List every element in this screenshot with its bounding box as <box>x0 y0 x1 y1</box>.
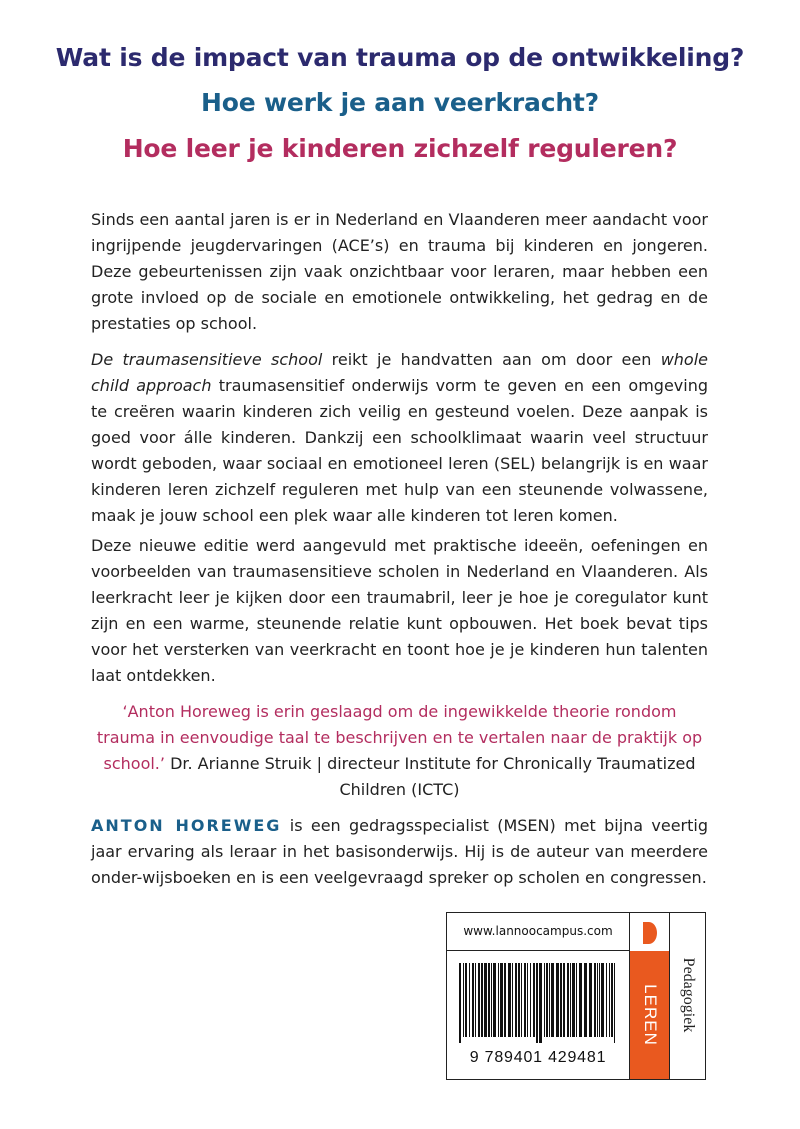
barcode-bar <box>551 963 554 1037</box>
publisher-website: www.lannoocampus.com <box>463 924 613 938</box>
barcode-bar <box>481 963 483 1037</box>
barcode-bar <box>567 963 569 1037</box>
barcode-bar <box>589 963 592 1037</box>
barcode-bar <box>465 963 467 1037</box>
barcode-bar <box>599 963 600 1037</box>
paragraph-approach-part1: reikt je handvatten aan om door een <box>322 350 661 369</box>
barcode-bar <box>459 963 461 1043</box>
barcode-bar <box>491 963 492 1037</box>
barcode-bar <box>500 963 503 1037</box>
quote-text: ‘Anton Horeweg is erin geslaagd om de ingewikkelde theorie rondom trauma in eenvoudige taal te beschrijven en te vertalen naar de praktijk op school.’ <box>96 702 703 773</box>
barcode-bar <box>601 963 604 1037</box>
barcode-bar <box>472 963 474 1037</box>
barcode-bar <box>563 963 565 1037</box>
paragraph-approach-part2: traumasensitief onderwijs vorm te geven en een omgeving te creëren waarin kinderen zich veilig en gesteund voelen. Deze aanpak is goed voor álle kinderen. Dankzij een schoolklimaat waarin veel structuur wordt geboden, waar sociaal en emotioneel leren (SEL) belangrijk is en waar kinderen leren zichzelf reguleren met hulp van een steunende volwassene, maak je jouw school een plek waar alle kinderen tot leren komen. <box>91 376 709 525</box>
barcode-bar <box>560 963 562 1037</box>
barcode-bar <box>463 963 464 1037</box>
barcode-bar <box>533 963 535 1037</box>
endorsement-quote <box>91 699 708 803</box>
heading-resilience: Hoe werk je aan veerkracht? <box>201 88 599 117</box>
barcode-bar <box>475 963 476 1037</box>
barcode-bar <box>570 963 571 1037</box>
publisher-info-box <box>446 912 706 1080</box>
barcode-bar <box>556 963 559 1037</box>
publisher-logo-icon <box>641 922 657 949</box>
series-label: LEREN <box>640 984 660 1046</box>
barcode-bar <box>579 963 582 1037</box>
book-title: De traumasensitieve school <box>91 350 323 369</box>
barcode-bar <box>539 963 542 1043</box>
barcode-bar <box>508 963 511 1037</box>
barcode-bar <box>518 963 520 1037</box>
barcode-bar <box>478 963 480 1037</box>
series-band <box>630 951 669 1079</box>
category-label: Pedagogiek <box>680 957 697 1033</box>
barcode-bar <box>536 963 538 1043</box>
whole-child-term: whole child approach <box>91 350 709 395</box>
barcode-bar <box>549 963 550 1037</box>
paragraph-approach <box>91 347 708 529</box>
box-divider <box>669 913 670 1079</box>
isbn-number: 9 789401 429481 <box>469 1049 607 1066</box>
barcode-bar <box>609 963 610 1037</box>
barcode-bar <box>544 963 545 1037</box>
author-bio <box>91 813 708 891</box>
barcode-bar <box>530 963 531 1037</box>
website-area <box>447 913 629 951</box>
barcode-bar <box>524 963 526 1037</box>
barcode-bar <box>527 963 528 1037</box>
barcode-bar <box>504 963 506 1037</box>
barcode-bar <box>611 963 613 1037</box>
barcode-bar <box>606 963 607 1037</box>
barcode-bar <box>594 963 596 1037</box>
barcode-bar <box>521 963 522 1037</box>
quote-attribution: Dr. Arianne Struik | directeur Institute for Chronically Traumatized Children (ICTC) <box>170 754 696 799</box>
paragraph-new-edition: Deze nieuwe editie werd aangevuld met praktische ideeën, oefeningen en voorbeelden van traumasensitieve scholen in Nederland en Vlaanderen. Als leerkracht leer je kijken door een traumabril, leer je hoe je coregulator kunt zijn en een warme, steunende relatie kunt opbouwen. Het boek bevat tips voor het versterken van veerkracht en toont hoe je je kinderen hun talenten laat ontdekken. <box>91 536 708 685</box>
heading-trauma-impact: Wat is de impact van trauma op de ontwikkeling? <box>55 43 745 72</box>
paragraph-intro: Sinds een aantal jaren is er in Nederland en Vlaanderen meer aandacht voor ingrijpende jeugdervaringen (ACE’s) en trauma bij kinderen en jongeren. Deze gebeurtenissen zijn vaak onzichtbaar voor leraren, maar hebben een grote invloed op de sociale en emotionele ontwikkeling, het gedrag en de prestaties op school. <box>91 210 708 333</box>
barcode-bar <box>498 963 499 1037</box>
barcode-bar <box>469 963 470 1037</box>
heading-self-regulation: Hoe leer je kinderen zichzelf reguleren? <box>122 134 678 163</box>
barcode-bar <box>512 963 513 1037</box>
barcode-bar <box>597 963 598 1037</box>
barcode-bar <box>614 963 615 1043</box>
barcode-bar <box>546 963 548 1037</box>
author-name: ANTON HOREWEG <box>91 816 282 835</box>
barcode-bar <box>493 963 496 1037</box>
barcode-bar <box>572 963 575 1037</box>
barcode-bar <box>484 963 487 1037</box>
barcode-bar <box>515 963 517 1037</box>
barcode-bar <box>576 963 577 1037</box>
barcode-bar <box>584 963 587 1037</box>
barcode-icon <box>457 963 619 1043</box>
barcode-bar <box>488 963 490 1037</box>
author-bio-text: is een gedragsspecialist (MSEN) met bijna veertig jaar ervaring als leraar in het basisonderwijs. Hij is de auteur van meerdere onder-wijsboeken en is een veelgevraagd spreker op scholen en congressen. <box>91 816 709 887</box>
